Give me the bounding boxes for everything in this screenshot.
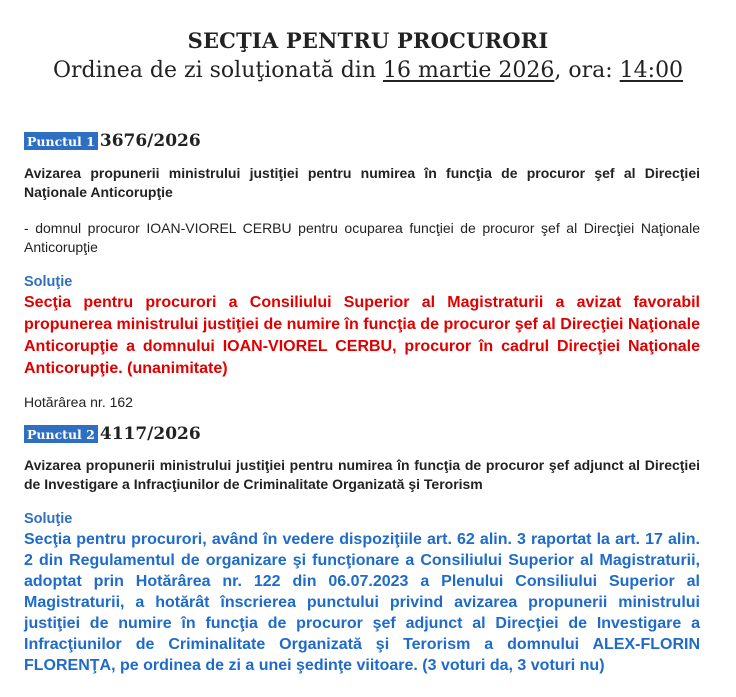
item-1-heading	[24, 131, 201, 151]
subtitle-prefix: Ordinea de zi soluţionată din	[52, 58, 384, 83]
page-title: SECŢIA PENTRU PROCURORI	[187, 28, 549, 53]
item-1-badge: Punctul 1	[24, 132, 98, 150]
item-1-decision: Hotărârea nr. 162	[24, 394, 133, 410]
item-2-title: Avizarea propunerii ministrului justiţiei pentru numirea în funcţia de procuror şef adjunct al Direcţiei de Investigare a Infracţiunilor de Criminalitate Organizată şi Terorism	[24, 457, 700, 492]
item-2-badge: Punctul 2	[24, 425, 98, 443]
subtitle-mid: , ora:	[554, 58, 620, 83]
item-1-detail: - domnul procuror IOAN-VIOREL CERBU pentru ocuparea funcţiei de procuror şef al Direcţiei Naţionale Anticorupţie	[24, 220, 700, 255]
item-1-number: 3676/2026	[99, 131, 201, 151]
item-1-solution: Secţia pentru procurori a Consiliului Superior al Magistraturii a avizat favorabil propunerea ministrului justiţiei de numire în funcţia de procuror şef al Direcţiei Naţionale Anticorupţie a domnului IOAN-VIOREL CERBU, procuror în cadrul Direcţiei Naţionale Anticorupţie. (unanimitate)	[24, 294, 700, 377]
item-2-solution-label: Soluţie	[24, 511, 73, 527]
session-date: 16 martie 2026	[383, 58, 555, 83]
item-1-title: Avizarea propunerii ministrului justiţiei pentru numirea în funcţia de procuror şef al Direcţiei Naţionale Anticorupţie	[24, 165, 700, 200]
item-1-solution-label: Soluţie	[24, 274, 73, 290]
item-2-heading	[24, 424, 201, 444]
item-2-solution: Secţia pentru procurori, având în vedere dispoziţiile art. 62 alin. 3 raportat la art. 17 alin. 2 din Regulamentul de organizare şi funcţionare a Consiliului Superior al Magistraturii, adoptat prin Hotărârea nr. 122 din 06.07.2023 a Plenului Consiliului Superior al Magistraturii, a hotărât înscrierea punctului privind avizarea propunerii ministrului justiţiei de numire în funcţia de procuror şef adjunct al Direcţiei de Investigare a Infracţiunilor de Criminalitate Organizată şi Terorism a domnului ALEX-FLORIN FLORENŢA, pe ordinea de zi a unei şedinţe viitoare. (3 voturi da, 3 voturi nu)	[24, 531, 700, 674]
session-time: 14:00	[619, 58, 684, 83]
item-2-number: 4117/2026	[99, 424, 201, 444]
page-subtitle	[0, 58, 736, 83]
